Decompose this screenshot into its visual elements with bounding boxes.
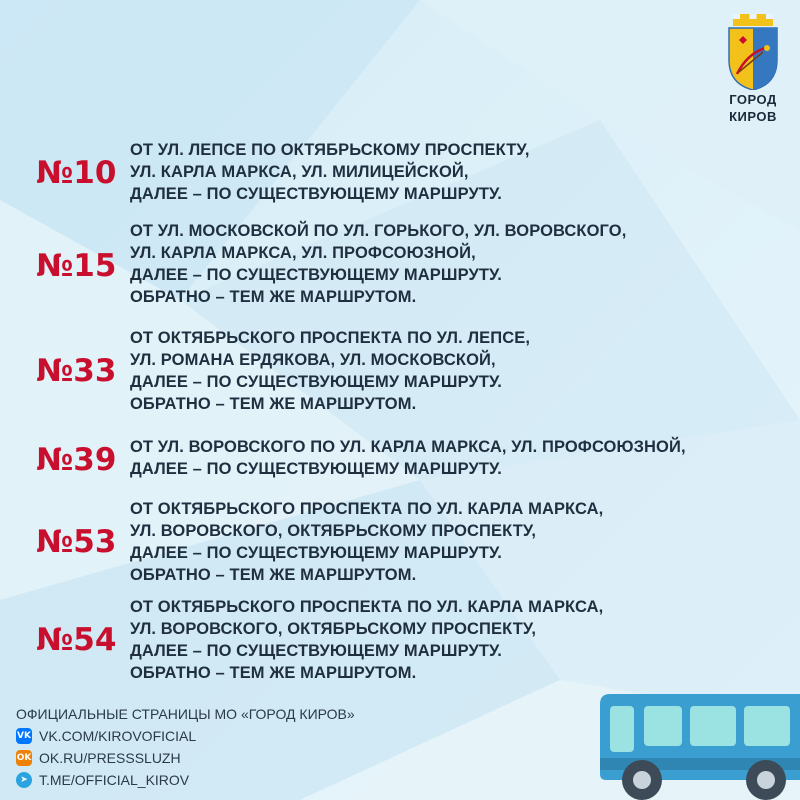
route-line: ДАЛЕЕ – ПО СУЩЕСТВУЮЩЕМУ МАРШРУТУ.	[130, 460, 502, 478]
route-description	[130, 327, 530, 415]
vk-icon: VK	[16, 728, 32, 744]
route-line: УЛ. ВОРОВСКОГО, ОКТЯБРЬСКОМУ ПРОСПЕКТУ,	[130, 522, 537, 540]
route-line: ОТ УЛ. МОСКОВСКОЙ ПО УЛ. ГОРЬКОГО, УЛ. ВОРОВСКОГО,	[130, 222, 627, 240]
city-logo	[722, 14, 784, 134]
route-line: ДАЛЕЕ – ПО СУЩЕСТВУЮЩЕМУ МАРШРУТУ.	[130, 642, 502, 660]
vk-link[interactable]	[16, 725, 355, 747]
route-number: №39	[36, 442, 117, 478]
route-line: ОТ ОКТЯБРЬСКОГО ПРОСПЕКТА ПО УЛ. КАРЛА МАРКСА,	[130, 500, 604, 518]
odnoklassniki-icon: OK	[16, 750, 32, 766]
route-line: ОТ ОКТЯБРЬСКОГО ПРОСПЕКТА ПО УЛ. ЛЕПСЕ,	[130, 329, 531, 347]
bus-icon	[596, 688, 800, 800]
route-number: №33	[36, 353, 117, 389]
route-line: ОБРАТНО – ТЕМ ЖЕ МАРШРУТОМ.	[130, 288, 417, 306]
route-line: ДАЛЕЕ – ПО СУЩЕСТВУЮЩЕМУ МАРШРУТУ.	[130, 373, 502, 391]
route-number: №10	[36, 155, 117, 191]
route-description	[130, 220, 626, 308]
route-line: ОБРАТНО – ТЕМ ЖЕ МАРШРУТОМ.	[130, 395, 417, 413]
ok-link-text: OK.RU/PRESSSLUZH	[39, 750, 181, 766]
vk-link-text: VK.COM/KIROVOFICIAL	[39, 728, 197, 744]
route-description	[130, 596, 603, 684]
route-number: №53	[36, 524, 117, 560]
footer-title: ОФИЦИАЛЬНЫЕ СТРАНИЦЫ МО «ГОРОД КИРОВ»	[16, 706, 355, 722]
route-description	[130, 436, 686, 480]
route-line: УЛ. ВОРОВСКОГО, ОКТЯБРЬСКОМУ ПРОСПЕКТУ,	[130, 620, 537, 638]
route-line: ОБРАТНО – ТЕМ ЖЕ МАРШРУТОМ.	[130, 566, 417, 584]
kirov-coat-of-arms-icon	[727, 14, 779, 90]
ok-link[interactable]	[16, 747, 355, 769]
telegram-icon: ➤	[16, 772, 32, 788]
route-number: №15	[36, 248, 117, 284]
route-line: УЛ. КАРЛА МАРКСА, УЛ. ПРОФСОЮЗНОЙ,	[130, 244, 476, 262]
route-line: ОТ ОКТЯБРЬСКОГО ПРОСПЕКТА ПО УЛ. КАРЛА МАРКСА,	[130, 598, 604, 616]
route-line: ОТ УЛ. ЛЕПСЕ ПО ОКТЯБРЬСКОМУ ПРОСПЕКТУ,	[130, 141, 530, 159]
route-line: УЛ. КАРЛА МАРКСА, УЛ. МИЛИЦЕЙСКОЙ,	[130, 163, 469, 181]
route-line: ДАЛЕЕ – ПО СУЩЕСТВУЮЩЕМУ МАРШРУТУ.	[130, 544, 502, 562]
telegram-link-text: T.ME/OFFICIAL_KIROV	[39, 772, 190, 788]
route-line: УЛ. РОМАНА ЕРДЯКОВА, УЛ. МОСКОВСКОЙ,	[130, 351, 496, 369]
telegram-link[interactable]	[16, 769, 355, 791]
route-line: ДАЛЕЕ – ПО СУЩЕСТВУЮЩЕМУ МАРШРУТУ.	[130, 266, 502, 284]
route-description	[130, 139, 530, 205]
route-line: ОТ УЛ. ВОРОВСКОГО ПО УЛ. КАРЛА МАРКСА, УЛ. ПРОФСОЮЗНОЙ,	[130, 438, 686, 456]
logo-text-line-2: КИРОВ	[729, 109, 777, 124]
footer	[16, 703, 355, 791]
logo-text-line-1: ГОРОД	[729, 92, 777, 107]
route-line: ОБРАТНО – ТЕМ ЖЕ МАРШРУТОМ.	[130, 664, 417, 682]
route-number: №54	[36, 622, 117, 658]
route-description	[130, 498, 603, 586]
route-line: ДАЛЕЕ – ПО СУЩЕСТВУЮЩЕМУ МАРШРУТУ.	[130, 185, 502, 203]
